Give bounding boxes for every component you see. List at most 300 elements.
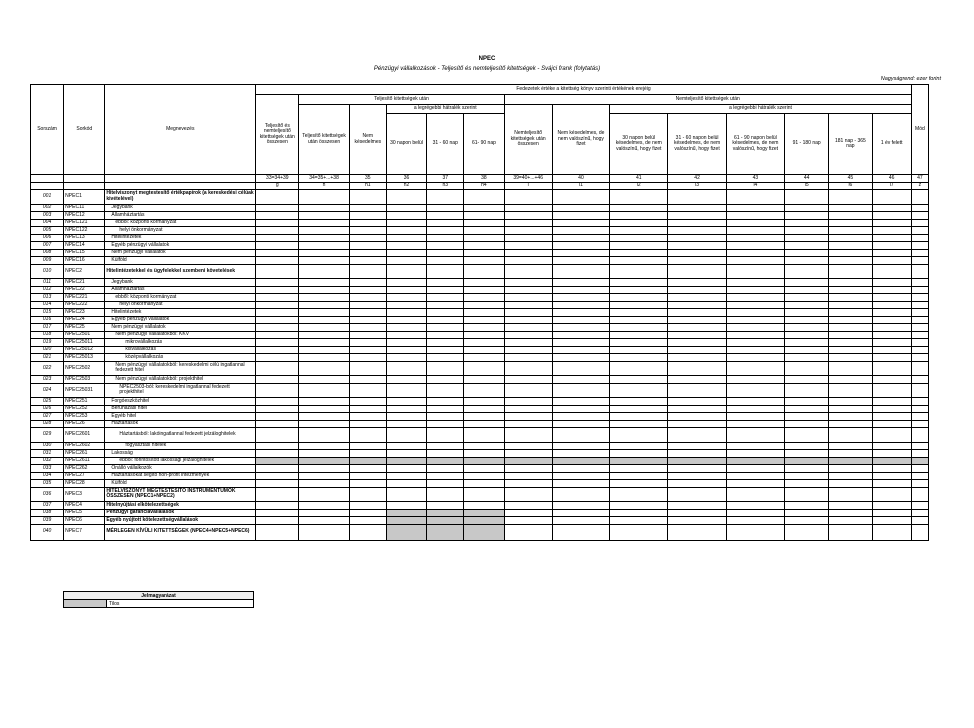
value-cell[interactable] [386, 428, 426, 443]
value-cell[interactable] [726, 398, 784, 406]
value-cell[interactable] [726, 316, 784, 324]
value-cell[interactable] [427, 442, 464, 450]
value-cell[interactable] [872, 465, 911, 473]
value-cell[interactable] [386, 219, 426, 227]
value-cell[interactable] [464, 219, 504, 227]
value-cell[interactable] [427, 524, 464, 540]
value-cell[interactable] [911, 480, 928, 488]
value-cell[interactable] [427, 354, 464, 362]
value-cell[interactable] [911, 204, 928, 212]
value-cell[interactable] [829, 517, 872, 525]
value-cell[interactable] [785, 472, 829, 480]
value-cell[interactable] [256, 354, 299, 362]
value-cell[interactable] [299, 420, 349, 428]
value-cell[interactable] [256, 190, 299, 205]
value-cell[interactable] [256, 517, 299, 525]
value-cell[interactable] [668, 354, 726, 362]
value-cell[interactable] [829, 234, 872, 242]
value-cell[interactable] [610, 472, 668, 480]
value-cell[interactable] [829, 487, 872, 502]
value-cell[interactable] [386, 249, 426, 257]
value-cell[interactable] [785, 457, 829, 465]
value-cell[interactable] [256, 242, 299, 250]
value-cell[interactable] [386, 227, 426, 235]
value-cell[interactable] [427, 316, 464, 324]
value-cell[interactable] [785, 376, 829, 384]
value-cell[interactable] [911, 361, 928, 376]
value-cell[interactable] [299, 219, 349, 227]
value-cell[interactable] [299, 383, 349, 398]
value-cell[interactable] [427, 309, 464, 317]
value-cell[interactable] [299, 190, 349, 205]
value-cell[interactable] [299, 286, 349, 294]
value-cell[interactable] [872, 286, 911, 294]
value-cell[interactable] [872, 204, 911, 212]
value-cell[interactable] [349, 376, 386, 384]
value-cell[interactable] [349, 502, 386, 510]
value-cell[interactable] [911, 383, 928, 398]
value-cell[interactable] [552, 442, 609, 450]
value-cell[interactable] [464, 442, 504, 450]
value-cell[interactable] [829, 257, 872, 265]
value-cell[interactable] [872, 420, 911, 428]
value-cell[interactable] [386, 339, 426, 347]
value-cell[interactable] [504, 428, 552, 443]
value-cell[interactable] [829, 294, 872, 302]
value-cell[interactable] [911, 286, 928, 294]
value-cell[interactable] [349, 279, 386, 287]
value-cell[interactable] [726, 502, 784, 510]
value-cell[interactable] [610, 442, 668, 450]
value-cell[interactable] [427, 502, 464, 510]
value-cell[interactable] [256, 227, 299, 235]
value-cell[interactable] [427, 249, 464, 257]
value-cell[interactable] [552, 502, 609, 510]
value-cell[interactable] [668, 249, 726, 257]
value-cell[interactable] [504, 249, 552, 257]
value-cell[interactable] [785, 227, 829, 235]
value-cell[interactable] [911, 309, 928, 317]
value-cell[interactable] [785, 354, 829, 362]
value-cell[interactable] [610, 346, 668, 354]
value-cell[interactable] [726, 339, 784, 347]
value-cell[interactable] [552, 242, 609, 250]
value-cell[interactable] [785, 502, 829, 510]
value-cell[interactable] [726, 420, 784, 428]
value-cell[interactable] [504, 517, 552, 525]
value-cell[interactable] [256, 480, 299, 488]
value-cell[interactable] [464, 212, 504, 220]
value-cell[interactable] [726, 190, 784, 205]
value-cell[interactable] [386, 294, 426, 302]
value-cell[interactable] [829, 316, 872, 324]
value-cell[interactable] [668, 234, 726, 242]
value-cell[interactable] [911, 324, 928, 332]
value-cell[interactable] [349, 398, 386, 406]
value-cell[interactable] [610, 413, 668, 421]
value-cell[interactable] [829, 509, 872, 517]
value-cell[interactable] [299, 398, 349, 406]
value-cell[interactable] [872, 301, 911, 309]
value-cell[interactable] [726, 354, 784, 362]
value-cell[interactable] [256, 465, 299, 473]
value-cell[interactable] [610, 487, 668, 502]
value-cell[interactable] [785, 257, 829, 265]
value-cell[interactable] [610, 301, 668, 309]
value-cell[interactable] [785, 524, 829, 540]
value-cell[interactable] [610, 465, 668, 473]
value-cell[interactable] [386, 442, 426, 450]
value-cell[interactable] [726, 442, 784, 450]
value-cell[interactable] [552, 190, 609, 205]
value-cell[interactable] [872, 264, 911, 279]
value-cell[interactable] [349, 413, 386, 421]
value-cell[interactable] [504, 524, 552, 540]
value-cell[interactable] [610, 249, 668, 257]
value-cell[interactable] [299, 472, 349, 480]
value-cell[interactable] [872, 502, 911, 510]
value-cell[interactable] [785, 331, 829, 339]
value-cell[interactable] [386, 279, 426, 287]
value-cell[interactable] [726, 286, 784, 294]
value-cell[interactable] [427, 324, 464, 332]
value-cell[interactable] [610, 190, 668, 205]
value-cell[interactable] [349, 301, 386, 309]
value-cell[interactable] [911, 413, 928, 421]
value-cell[interactable] [427, 509, 464, 517]
value-cell[interactable] [464, 324, 504, 332]
value-cell[interactable] [464, 234, 504, 242]
value-cell[interactable] [829, 219, 872, 227]
value-cell[interactable] [872, 309, 911, 317]
value-cell[interactable] [504, 502, 552, 510]
value-cell[interactable] [464, 450, 504, 458]
value-cell[interactable] [427, 487, 464, 502]
value-cell[interactable] [726, 376, 784, 384]
value-cell[interactable] [552, 324, 609, 332]
value-cell[interactable] [427, 346, 464, 354]
value-cell[interactable] [299, 413, 349, 421]
value-cell[interactable] [552, 219, 609, 227]
value-cell[interactable] [726, 524, 784, 540]
value-cell[interactable] [552, 465, 609, 473]
value-cell[interactable] [872, 242, 911, 250]
value-cell[interactable] [726, 257, 784, 265]
value-cell[interactable] [911, 294, 928, 302]
value-cell[interactable] [610, 405, 668, 413]
value-cell[interactable] [726, 219, 784, 227]
value-cell[interactable] [829, 457, 872, 465]
value-cell[interactable] [427, 465, 464, 473]
value-cell[interactable] [726, 346, 784, 354]
value-cell[interactable] [504, 324, 552, 332]
value-cell[interactable] [299, 442, 349, 450]
value-cell[interactable] [299, 227, 349, 235]
value-cell[interactable] [386, 420, 426, 428]
value-cell[interactable] [872, 190, 911, 205]
value-cell[interactable] [552, 428, 609, 443]
value-cell[interactable] [552, 294, 609, 302]
value-cell[interactable] [386, 472, 426, 480]
value-cell[interactable] [256, 361, 299, 376]
value-cell[interactable] [299, 376, 349, 384]
value-cell[interactable] [464, 457, 504, 465]
value-cell[interactable] [726, 509, 784, 517]
value-cell[interactable] [829, 339, 872, 347]
value-cell[interactable] [386, 465, 426, 473]
value-cell[interactable] [386, 212, 426, 220]
value-cell[interactable] [349, 517, 386, 525]
value-cell[interactable] [911, 264, 928, 279]
value-cell[interactable] [464, 331, 504, 339]
value-cell[interactable] [256, 234, 299, 242]
value-cell[interactable] [299, 405, 349, 413]
value-cell[interactable] [504, 457, 552, 465]
value-cell[interactable] [610, 286, 668, 294]
value-cell[interactable] [668, 346, 726, 354]
value-cell[interactable] [427, 301, 464, 309]
value-cell[interactable] [427, 457, 464, 465]
value-cell[interactable] [610, 361, 668, 376]
value-cell[interactable] [552, 480, 609, 488]
value-cell[interactable] [668, 279, 726, 287]
value-cell[interactable] [256, 279, 299, 287]
value-cell[interactable] [829, 346, 872, 354]
value-cell[interactable] [349, 331, 386, 339]
value-cell[interactable] [610, 428, 668, 443]
value-cell[interactable] [349, 472, 386, 480]
value-cell[interactable] [872, 227, 911, 235]
value-cell[interactable] [911, 257, 928, 265]
value-cell[interactable] [872, 257, 911, 265]
value-cell[interactable] [911, 376, 928, 384]
value-cell[interactable] [552, 487, 609, 502]
value-cell[interactable] [504, 286, 552, 294]
value-cell[interactable] [785, 219, 829, 227]
value-cell[interactable] [504, 420, 552, 428]
value-cell[interactable] [785, 324, 829, 332]
value-cell[interactable] [610, 204, 668, 212]
value-cell[interactable] [785, 249, 829, 257]
value-cell[interactable] [299, 324, 349, 332]
value-cell[interactable] [872, 524, 911, 540]
value-cell[interactable] [349, 339, 386, 347]
value-cell[interactable] [504, 354, 552, 362]
value-cell[interactable] [464, 339, 504, 347]
value-cell[interactable] [668, 361, 726, 376]
value-cell[interactable] [299, 301, 349, 309]
value-cell[interactable] [349, 264, 386, 279]
value-cell[interactable] [911, 457, 928, 465]
value-cell[interactable] [299, 316, 349, 324]
value-cell[interactable] [668, 524, 726, 540]
value-cell[interactable] [785, 420, 829, 428]
value-cell[interactable] [785, 346, 829, 354]
value-cell[interactable] [872, 450, 911, 458]
value-cell[interactable] [427, 383, 464, 398]
value-cell[interactable] [726, 279, 784, 287]
value-cell[interactable] [386, 346, 426, 354]
value-cell[interactable] [349, 509, 386, 517]
value-cell[interactable] [872, 219, 911, 227]
value-cell[interactable] [504, 190, 552, 205]
value-cell[interactable] [610, 234, 668, 242]
value-cell[interactable] [785, 212, 829, 220]
value-cell[interactable] [610, 383, 668, 398]
value-cell[interactable] [427, 286, 464, 294]
value-cell[interactable] [785, 234, 829, 242]
value-cell[interactable] [668, 219, 726, 227]
value-cell[interactable] [504, 257, 552, 265]
value-cell[interactable] [299, 294, 349, 302]
value-cell[interactable] [726, 234, 784, 242]
value-cell[interactable] [610, 212, 668, 220]
value-cell[interactable] [504, 294, 552, 302]
value-cell[interactable] [911, 249, 928, 257]
value-cell[interactable] [668, 301, 726, 309]
value-cell[interactable] [785, 487, 829, 502]
value-cell[interactable] [349, 450, 386, 458]
value-cell[interactable] [785, 413, 829, 421]
value-cell[interactable] [349, 457, 386, 465]
value-cell[interactable] [427, 212, 464, 220]
value-cell[interactable] [668, 450, 726, 458]
value-cell[interactable] [386, 309, 426, 317]
value-cell[interactable] [504, 465, 552, 473]
value-cell[interactable] [464, 509, 504, 517]
value-cell[interactable] [785, 405, 829, 413]
value-cell[interactable] [464, 279, 504, 287]
value-cell[interactable] [552, 361, 609, 376]
value-cell[interactable] [911, 405, 928, 413]
value-cell[interactable] [464, 420, 504, 428]
value-cell[interactable] [668, 227, 726, 235]
value-cell[interactable] [504, 204, 552, 212]
value-cell[interactable] [726, 517, 784, 525]
value-cell[interactable] [726, 249, 784, 257]
value-cell[interactable] [911, 227, 928, 235]
value-cell[interactable] [299, 257, 349, 265]
value-cell[interactable] [299, 450, 349, 458]
value-cell[interactable] [299, 487, 349, 502]
value-cell[interactable] [668, 264, 726, 279]
value-cell[interactable] [785, 442, 829, 450]
value-cell[interactable] [464, 383, 504, 398]
value-cell[interactable] [668, 212, 726, 220]
value-cell[interactable] [552, 517, 609, 525]
value-cell[interactable] [349, 354, 386, 362]
value-cell[interactable] [349, 480, 386, 488]
value-cell[interactable] [427, 242, 464, 250]
value-cell[interactable] [299, 249, 349, 257]
value-cell[interactable] [504, 413, 552, 421]
value-cell[interactable] [872, 472, 911, 480]
value-cell[interactable] [829, 309, 872, 317]
value-cell[interactable] [386, 242, 426, 250]
value-cell[interactable] [610, 309, 668, 317]
value-cell[interactable] [610, 279, 668, 287]
value-cell[interactable] [785, 398, 829, 406]
value-cell[interactable] [829, 286, 872, 294]
value-cell[interactable] [610, 457, 668, 465]
value-cell[interactable] [785, 383, 829, 398]
value-cell[interactable] [872, 361, 911, 376]
value-cell[interactable] [504, 361, 552, 376]
value-cell[interactable] [668, 257, 726, 265]
value-cell[interactable] [386, 509, 426, 517]
value-cell[interactable] [726, 204, 784, 212]
value-cell[interactable] [610, 294, 668, 302]
value-cell[interactable] [256, 428, 299, 443]
value-cell[interactable] [386, 257, 426, 265]
value-cell[interactable] [872, 517, 911, 525]
value-cell[interactable] [299, 465, 349, 473]
value-cell[interactable] [610, 517, 668, 525]
value-cell[interactable] [349, 227, 386, 235]
value-cell[interactable] [504, 227, 552, 235]
value-cell[interactable] [464, 517, 504, 525]
value-cell[interactable] [911, 442, 928, 450]
value-cell[interactable] [610, 324, 668, 332]
value-cell[interactable] [829, 242, 872, 250]
value-cell[interactable] [464, 309, 504, 317]
value-cell[interactable] [504, 376, 552, 384]
value-cell[interactable] [785, 428, 829, 443]
value-cell[interactable] [464, 316, 504, 324]
value-cell[interactable] [785, 190, 829, 205]
value-cell[interactable] [386, 286, 426, 294]
value-cell[interactable] [829, 524, 872, 540]
value-cell[interactable] [552, 339, 609, 347]
value-cell[interactable] [726, 487, 784, 502]
value-cell[interactable] [349, 361, 386, 376]
value-cell[interactable] [386, 487, 426, 502]
value-cell[interactable] [386, 361, 426, 376]
value-cell[interactable] [386, 354, 426, 362]
value-cell[interactable] [829, 354, 872, 362]
value-cell[interactable] [552, 346, 609, 354]
value-cell[interactable] [911, 242, 928, 250]
value-cell[interactable] [610, 316, 668, 324]
value-cell[interactable] [386, 502, 426, 510]
value-cell[interactable] [552, 301, 609, 309]
value-cell[interactable] [726, 413, 784, 421]
value-cell[interactable] [427, 279, 464, 287]
value-cell[interactable] [256, 502, 299, 510]
value-cell[interactable] [427, 420, 464, 428]
value-cell[interactable] [427, 331, 464, 339]
value-cell[interactable] [911, 346, 928, 354]
value-cell[interactable] [256, 257, 299, 265]
value-cell[interactable] [726, 301, 784, 309]
value-cell[interactable] [610, 264, 668, 279]
value-cell[interactable] [299, 517, 349, 525]
value-cell[interactable] [552, 309, 609, 317]
value-cell[interactable] [464, 480, 504, 488]
value-cell[interactable] [668, 517, 726, 525]
value-cell[interactable] [349, 383, 386, 398]
value-cell[interactable] [668, 242, 726, 250]
value-cell[interactable] [872, 405, 911, 413]
value-cell[interactable] [504, 212, 552, 220]
value-cell[interactable] [785, 339, 829, 347]
value-cell[interactable] [386, 405, 426, 413]
value-cell[interactable] [464, 487, 504, 502]
value-cell[interactable] [872, 324, 911, 332]
value-cell[interactable] [911, 465, 928, 473]
value-cell[interactable] [464, 346, 504, 354]
value-cell[interactable] [785, 309, 829, 317]
